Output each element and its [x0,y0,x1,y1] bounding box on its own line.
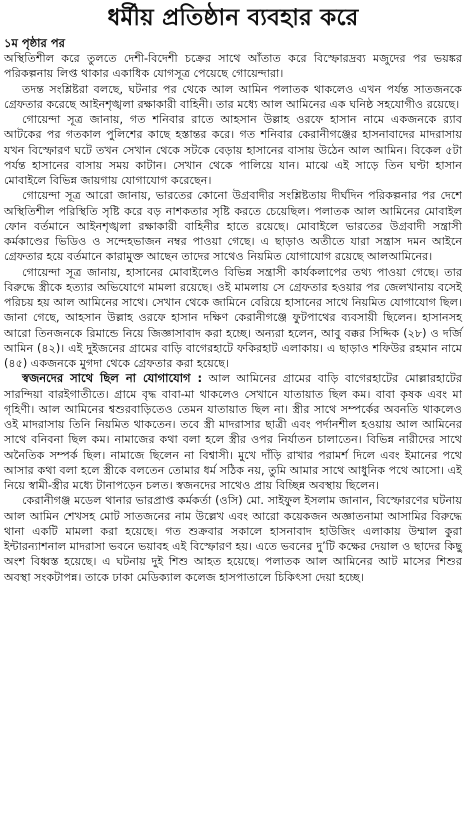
continued-from-label: ১ম পৃষ্ঠার পর [4,36,65,50]
paragraph-6-text: আল আমিনের গ্রামের বাড়ি বাগেরহাটের মোল্লারহাটের সারন্দিয়া বারইগাতীতে। গ্রামে বৃদ্ধ বাবা-মা থাকলেও সেখানে যাতায়াত ছিল কম। বাবা কৃষক এবং মা গৃহিণী। আল আমিনের শ্বশুরবাড়িতেও তেমন যাতায়াত ছিল না। স্ত্রীর সাথে সম্পর্কের অবনতি থাকলেও ওই মাদরাসায় তিনি নিয়মিত থাকতেন। তবে স্ত্রী মাদরাসার ছাত্রী এবং পর্দানশীল হওয়ায় আল আমিনের সাথে বনিবনা ছিল কম। নামাজের কথা বলা হলে স্ত্রীর ওপর নির্যাতন চালাতেন। বিভিন্ন নারীদের সাথে অনৈতিক সম্পর্ক ছিল। নামাজে ছিলেন না বিশ্বাসী। মুখে দাঁড়ি রাখার পরামর্শ দিলে এবং ইমানের পথে আসার কথা বলা হলে স্ত্রীকে বলতেন তোমার ধর্ম সঠিক নয়, তুমি আমার সাথে আধুনিক পথে আসো। এই নিয়ে স্বামী-স্ত্রীর মধ্যে টানাপড়েন চলত। স্বজনদের সাথেও প্রায় বিচ্ছিন্ন অবস্থায় ছিলেন। [4,372,462,492]
paragraph-7: কেরানীগঞ্জ মডেল থানার ভারপ্রাপ্ত কর্মকর্তা (ওসি) মো. সাইফুল ইসলাম জানান, বিস্ফোরণের ঘটনায় আল আমিন শেখসহ মোট সাতজনের নাম উল্লেখ এবং আরো কয়েকজন অজ্ঞাতনামা আসামির বিরুদ্ধে থানা একটি মামলা করা হয়েছে। গত শুক্রবার সকালে হাসনাবাদ হাউজিং এলাকায় উম্মাল কুরা ইন্টারন্যাশনাল মাদরাসা ভবনে ভয়াবহ এই বিস্ফোরণ হয়। এতে ভবনের দু’টি কক্ষের দেয়াল ও ছাদের কিছু অংশ বিধ্বস্ত হয়েছে। এ ঘটনায় দুই শিশু আহত হয়েছে। পলাতক আল আমিনের আট মাসের শিশুর অবস্থা সংকটাপন্ন। তাকে ঢাকা মেডিক্যাল কলেজ হাসপাতালে চিকিৎসা দেয়া হচ্ছে। [4,494,462,584]
paragraph-6 [4,371,462,493]
subheading: স্বজনদের সাথে ছিল না যোগাযোগ : [22,371,203,386]
headline: ধর্মীয় প্রতিষ্ঠান ব্যবহার করে [107,4,359,31]
paragraph-4: গোয়েন্দা সূত্র আরো জানায়, ভারতের কোনো উগ্রবাদীর সংশ্লিষ্টতায় দীর্ঘদিন পরিকল্পনার পর দেশে অস্থিতিশীল পরিস্থিতি সৃষ্টি করে বড় নাশকতার সৃষ্টি করতে চেয়েছিল। পলাতক আল আমিনের মোবাইল ফোন বর্তমানে আইনশৃঙ্খলা রক্ষাকারী বাহিনীর হাতে রয়েছে। মোবাইলে ভারতের উগ্রবাদী সন্ত্রাসী কর্মকাণ্ডের ভিডিও ও সন্দেহভাজন নম্বর পাওয়া গেছে। এ ছাড়াও অতীতে যারা সন্ত্রাস দমন আইনে গ্রেফতার হয়ে বর্তমানে কারামুক্ত আছেন তাদের সাথেও নিয়মিত যোগাযোগ রয়েছে আলআমিনের। [4,189,462,264]
paragraph-2: তদন্ত সংশ্লিষ্টরা বলছে, ঘটনার পর থেকে আল আমিন পলাতক থাকলেও এখন পর্যন্ত সাতজনকে গ্রেফতার করেছে আইনশৃঙ্খলা রক্ষাকারী বাহিনী। তার মধ্যে আল আমিনের এক ঘনিষ্ঠ সহযোগীও রয়েছে। [4,82,462,111]
paragraph-3: গোয়েন্দা সূত্র জানায়, গত শনিবার রাতে আহসান উল্লাহ ওরফে হাসান নামে একজনকে র‍্যাব আটকের পর গতকাল পুলিশের কাছে হস্তান্তর করে। গত শনিবার কেরানীগঞ্জের হাসনাবাদের মাদরাসায় যখন বিস্ফোরণ ঘটে তখন সেখান থেকে সটকে বেড়ায় হাসানের বাসায় উঠেন আল আমিন। বিকেল ৫টা পর্যন্ত হাসানের বাসায় সময় কাটান। সেখান থেকে পালিয়ে যান। মাঝে এই সাড়ে তিন ঘণ্টা হাসান মোবাইলে বিভিন্ন জায়গায় যোগাযোগ করেছেন। [4,113,462,187]
paragraph-1: অস্থিতিশীল করে তুলতে দেশী-বিদেশী চক্রের সাথে আঁতাত করে বিস্ফোরদ্রব্য মজুদের পর ভয়ঙ্কর পরিকল্পনায় লিপ্ত থাকার একাধিক যোগসূত্র পেয়েছে গোয়েন্দারা। [4,52,462,81]
paragraph-5: গোয়েন্দা সূত্র জানায়, হাসানের মোবাইলেও বিভিন্ন সন্ত্রাসী কার্যকলাপের তথ্য পাওয়া গেছে। তার বিরুদ্ধে স্ত্রীকে হত্যার অভিযোগে মামলা রয়েছে। ওই মামলায় সে গ্রেফতার হওয়ার পর জেলখানায় বসেই পরিচয় হয় আল আমিনের সাথে। সেখান থেকে জামিনে বেরিয়ে হাসানের সাথে নিয়মিত যোগাযোগ ছিল। জানা গেছে, আহসান উল্লাহ ওরফে হাসান দক্ষিণ কেরানীগঞ্জে ফুটপাথের ব্যবসায়ী ছিলেন। হাসানসহ আরো তিনজনকে রিমান্ডে নিয়ে জিজ্ঞাসাবাদ করা হচ্ছে। অন্যরা হলেন, আবু বক্কর সিদ্দিক (২৮) ও দর্জি আমিন (৪২)। এই দুইজনের গ্রামের বাড়ি বাগেরহাটে ফকিরহাট এলাকায়। এ ছাড়াও শফিউর রহমান নামে (৪৫) একজনকে মুগদা থেকে গ্রেফতার করা হয়েছে। [4,265,462,370]
